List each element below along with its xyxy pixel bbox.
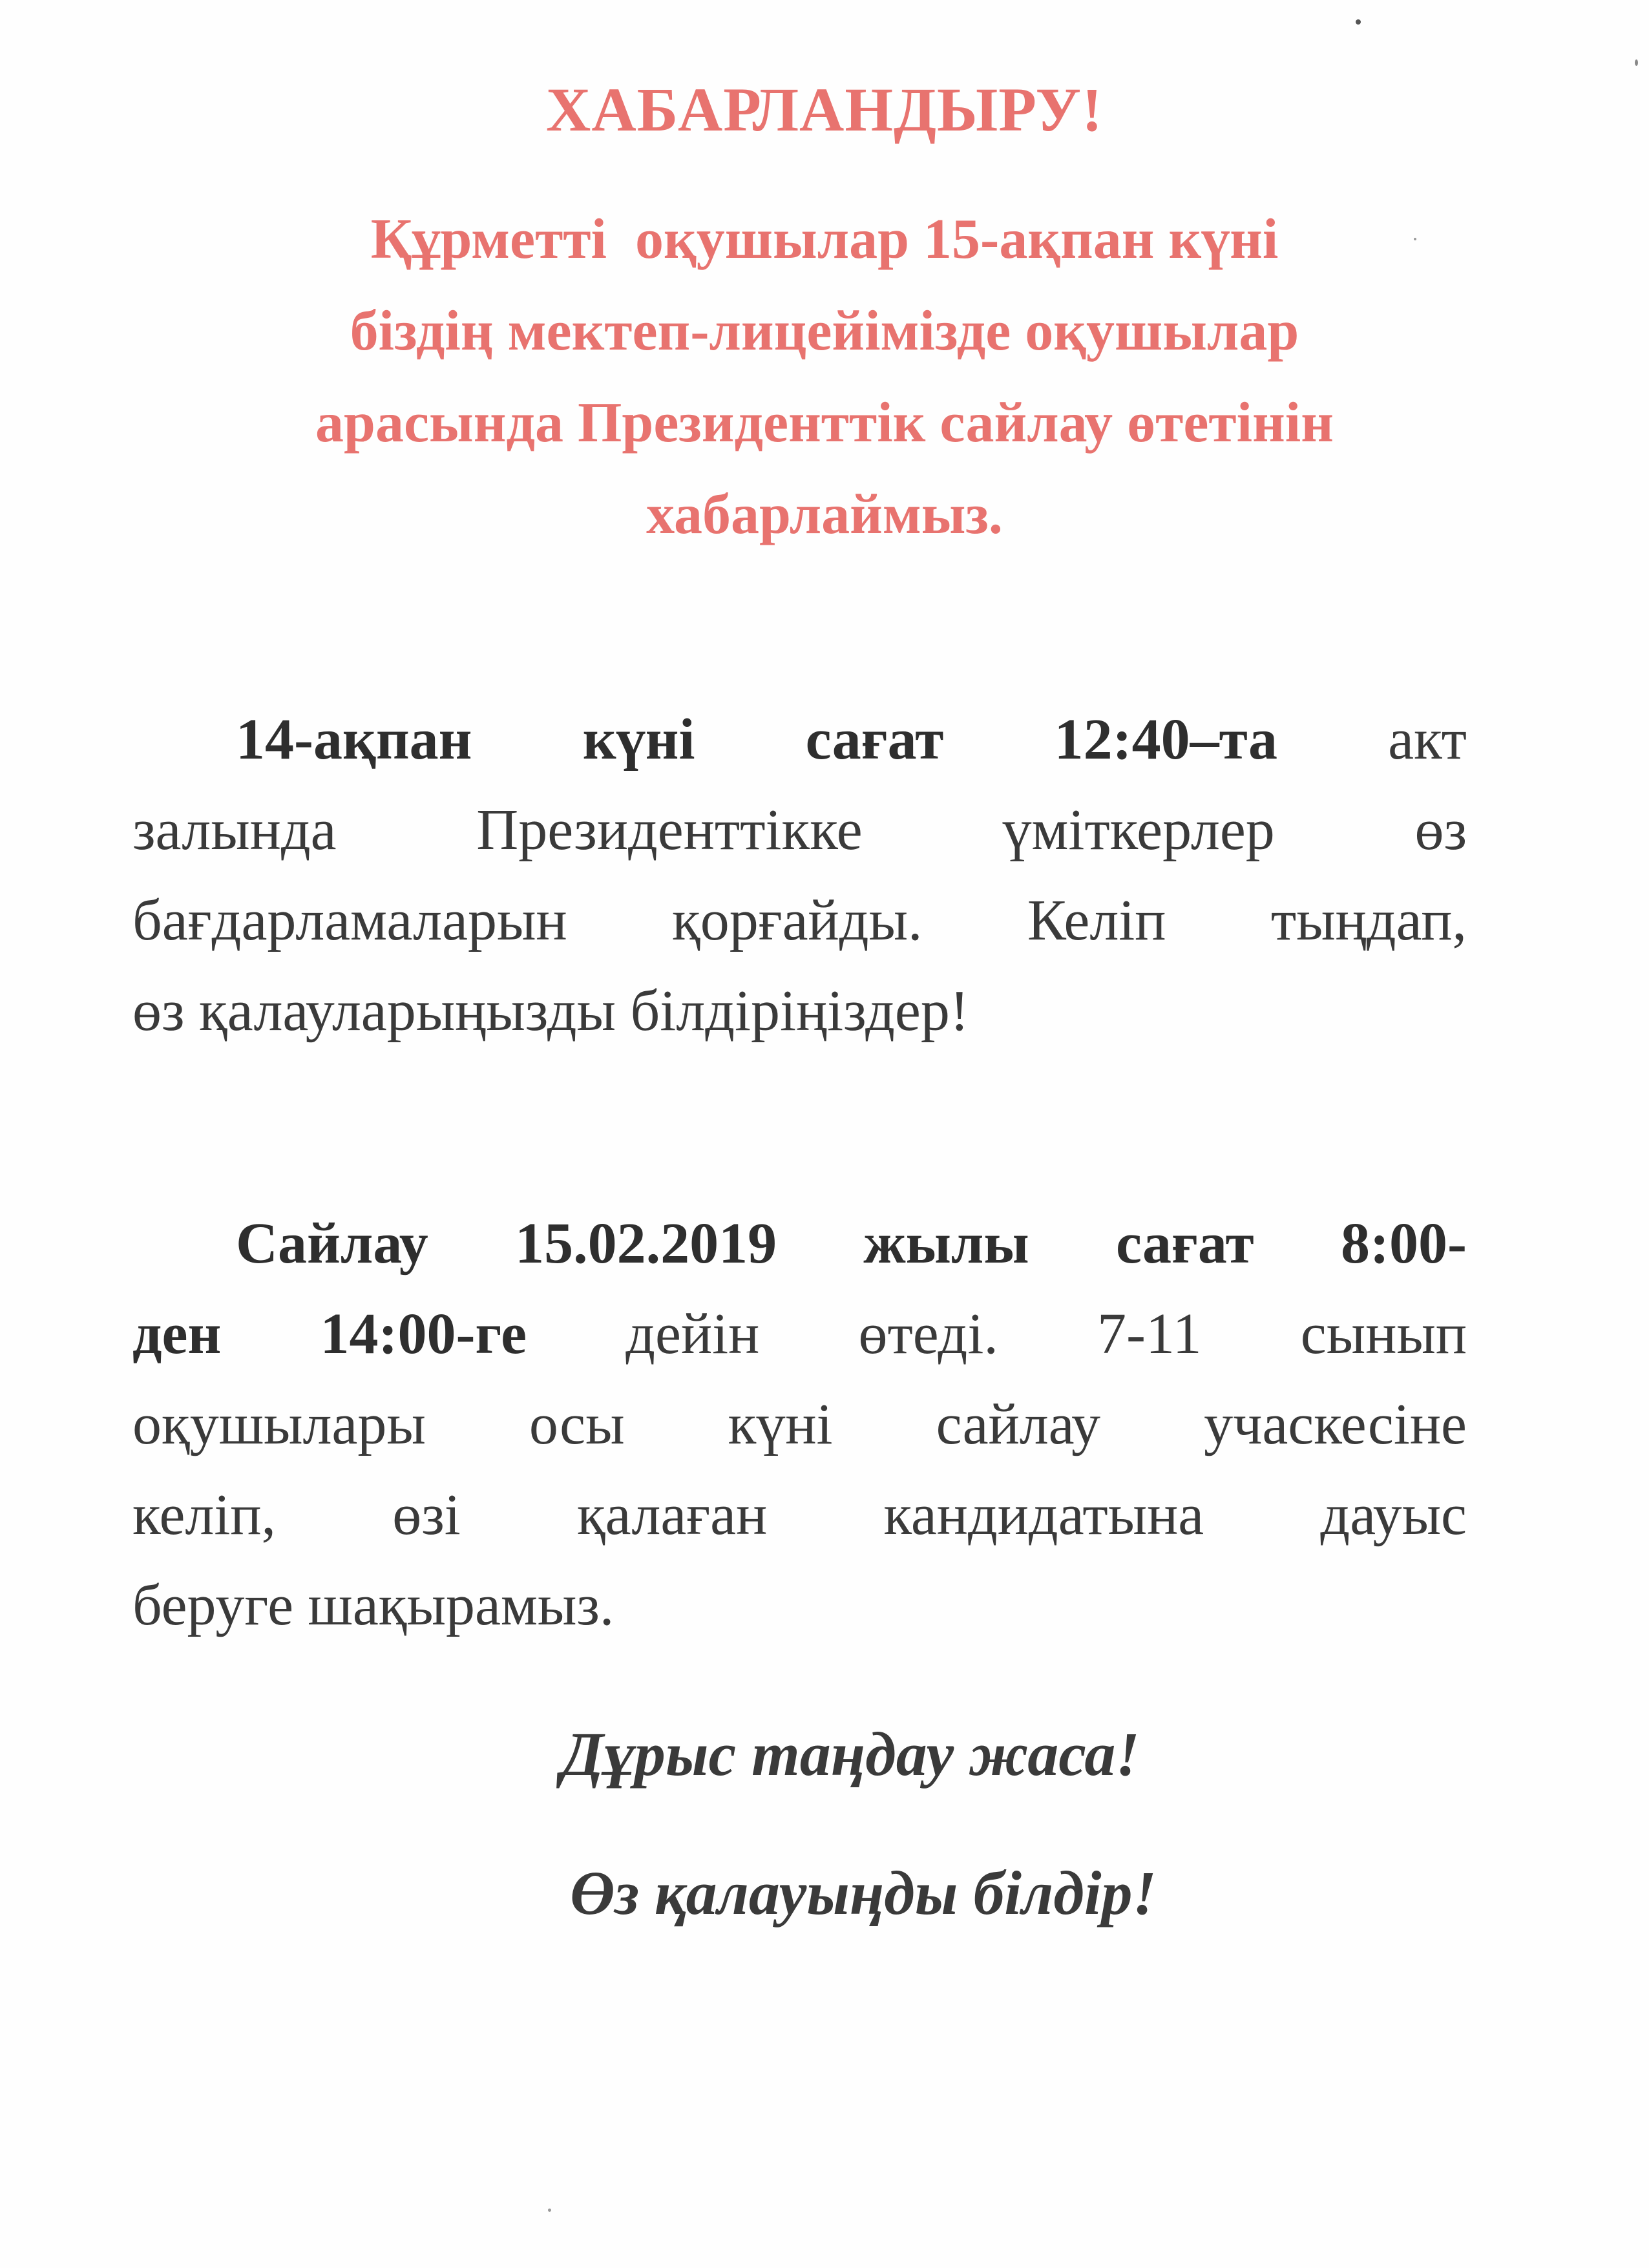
intro-line-1: Құрметті оқушылар 15-ақпан күні: [370, 208, 1279, 271]
debate-line-1-rest: акт: [1277, 708, 1467, 772]
scan-speck: [548, 2209, 551, 2212]
paragraph-election-line-1: [132, 1199, 1467, 1289]
paragraph-debate-line-2: залында Президенттікке үміткерлер өз: [132, 798, 1467, 862]
paragraph-election-line-2: [132, 1289, 1467, 1380]
slogan-express-choice: Өз қалауыңды білдір!: [570, 1858, 1157, 1927]
intro-line-2: біздің мектеп-лицейімізде оқушылар: [350, 300, 1299, 362]
paragraph-election: [132, 1199, 1467, 1651]
slogan-choose-right: Дұрыс таңдау жаса!: [561, 1719, 1140, 1789]
paragraph-election-line-3: оқушылары осы күні сайлау учаскесіне: [132, 1392, 1467, 1456]
election-line-2-rest: дейін өтеді. 7-11 сынып: [527, 1302, 1467, 1366]
scan-speck: [1356, 19, 1361, 25]
paragraph-debate: [132, 695, 1467, 1056]
paragraph-election-line-5: беруге шақырамыз.: [132, 1573, 614, 1637]
paragraph-election-line-4: келіп, өзі қалаған кандидатына дауыс: [132, 1483, 1467, 1547]
scan-speck: [1414, 238, 1416, 240]
intro-block: [116, 194, 1533, 561]
election-end-time: ден 14:00-ге: [132, 1302, 527, 1366]
paragraph-debate-line-1: [132, 695, 1467, 785]
intro-line-4: хабарлаймыз.: [646, 483, 1003, 546]
scan-speck: [1635, 59, 1638, 66]
announcement-title: ХАБАРЛАНДЫРУ!: [546, 75, 1103, 144]
election-date-time: Сайлау 15.02.2019 жылы сағат 8:00-: [236, 1212, 1467, 1276]
paragraph-debate-line-4: өз қалауларыңызды білдіріңіздер!: [132, 979, 969, 1043]
debate-date-time: 14-ақпан күні сағат 12:40–та: [236, 708, 1277, 772]
intro-line-3: арасында Президенттік сайлау өтетінін: [315, 392, 1334, 454]
paragraph-debate-line-3: бағдарламаларын қорғайды. Келіп тыңдап,: [132, 888, 1467, 952]
